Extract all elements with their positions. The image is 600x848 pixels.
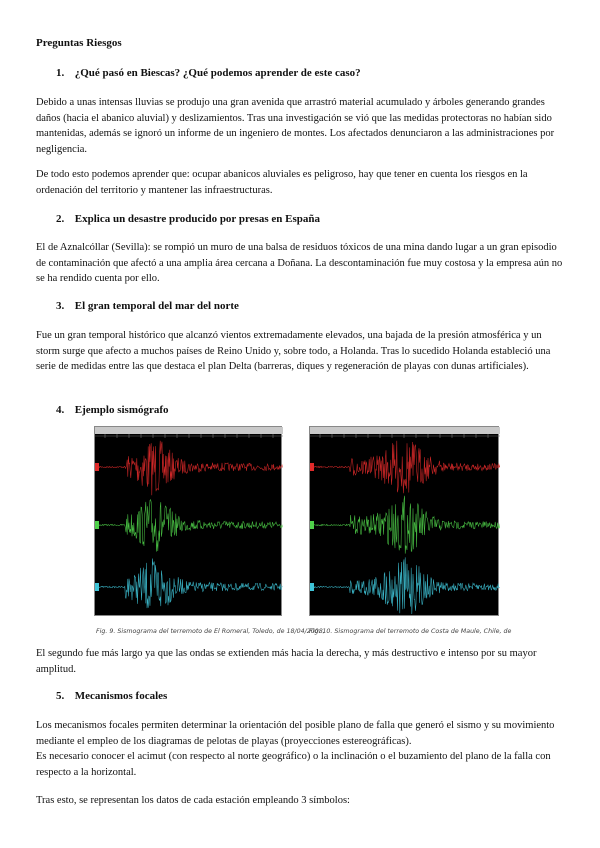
seismogram-el-romeral-traces	[95, 427, 283, 617]
fig9-trace-1	[99, 441, 283, 495]
fig9-trace-2	[99, 500, 283, 552]
fig9-title-bar	[95, 427, 283, 434]
section-5-paragraph-3: Tras esto, se representan los datos de cada estación empleando 3 símbolos:	[36, 795, 350, 806]
section-3-heading	[56, 300, 239, 312]
fig9-channel-marker-1	[95, 463, 99, 471]
section-5-paragraph-2: Es necesario conocer el acimut (con respecto al norte geográfico) o la inclinación o el buzamiento del plano de la falla con respecto a la horizontal.	[36, 751, 551, 778]
fig10-trace-3	[314, 557, 500, 614]
fig9-trace-3	[99, 559, 283, 609]
section-5-heading	[56, 690, 167, 702]
figure-9-caption: Fig. 9. Sismograma del terremoto de El Romeral, Toledo, de 18/04/2008,	[96, 628, 325, 635]
seismogram-figures	[94, 426, 522, 640]
section-3-paragraph: Fue un gran temporal histórico que alcanzó vientos extremadamente elevados, una bajada de la presión atmosférica y un storm surge que afecto a muchos países de Reino Unido y, sobre todo, a Holanda. Tras lo sucedido Holanda estableció una serie de medidas entre las que destaca el plan Delta (barreras, diques y regeneración de playas con dunas artificiales).	[36, 330, 551, 372]
section-5-number: 5.	[56, 690, 65, 702]
fig10-trace-2	[314, 496, 500, 554]
fig10-channel-marker-1	[310, 463, 314, 471]
fig10-channel-marker-3	[310, 583, 314, 591]
section-5-title: Mecanismos focales	[74, 690, 168, 702]
section-2-title: Explica un desastre producido por presas en España	[74, 213, 320, 225]
fig10-channel-marker-2	[310, 521, 314, 529]
section-5-paragraph-1: Los mecanismos focales permiten determinar la orientación del posible plano de falla que generó el sismo y su movimiento mediante el empleo de los diagramas de pelotas de playas (proyecciones estereográficas).	[36, 720, 555, 747]
section-1-number: 1.	[56, 67, 65, 79]
figure-10-caption: Fig. 10. Sismograma del terremoto de Costa de Maule, Chile, de	[309, 628, 512, 635]
section-3-title: El gran temporal del mar del norte	[74, 300, 239, 312]
seismogram-costa-de-maule-traces	[310, 427, 500, 617]
section-3-number: 3.	[56, 300, 65, 312]
seismogram-el-romeral	[94, 426, 282, 616]
section-2-number: 2.	[56, 213, 65, 225]
section-2-heading	[56, 213, 320, 225]
document-title: Preguntas Riesgos	[36, 37, 122, 49]
section-4-title: Ejemplo sismógrafo	[74, 404, 169, 416]
seismogram-costa-de-maule	[309, 426, 499, 616]
section-4-heading	[56, 404, 169, 416]
section-2-paragraph: El de Aznalcóllar (Sevilla): se rompió un muro de una balsa de residuos tóxicos de una mina dando lugar a un gran episodio de contaminación que afectó a una amplia área cercana a Doñana. La descontaminación fue muy costosa y la empresa aún no se ha rendido cuenta por ello.	[36, 242, 563, 284]
section-4-paragraph: El segundo fue más largo ya que las ondas se extienden más hacia la derecha, y más destructivo e intenso por su mayor amplitud.	[36, 648, 537, 675]
section-4-number: 4.	[56, 404, 65, 416]
fig10-title-bar	[310, 427, 500, 434]
section-1-title: ¿Qué pasó en Biescas? ¿Qué podemos aprender de este caso?	[74, 67, 361, 79]
section-1-paragraph-1: Debido a unas intensas lluvias se produjo una gran avenida que arrastró material acumulado y árboles generando grandes daños (hacia el abanico aluvial) y deslizamientos. Tras una investigación se vió que las medidas protectoras no habían sido mantenidas, además se ignoró un informe de un ingeniero de montes. Los afectados denunciaron a las administraciones por negligencia.	[36, 97, 555, 155]
fig9-channel-marker-2	[95, 521, 99, 529]
section-1-paragraph-2: De todo esto podemos aprender que: ocupar abanicos aluviales es peligroso, hay que tener en cuenta los riesgos en la ordenación del territorio y mantener las infraestructuras.	[36, 169, 528, 196]
fig9-channel-marker-3	[95, 583, 99, 591]
fig10-trace-1	[314, 441, 500, 494]
section-1-heading	[56, 67, 361, 79]
